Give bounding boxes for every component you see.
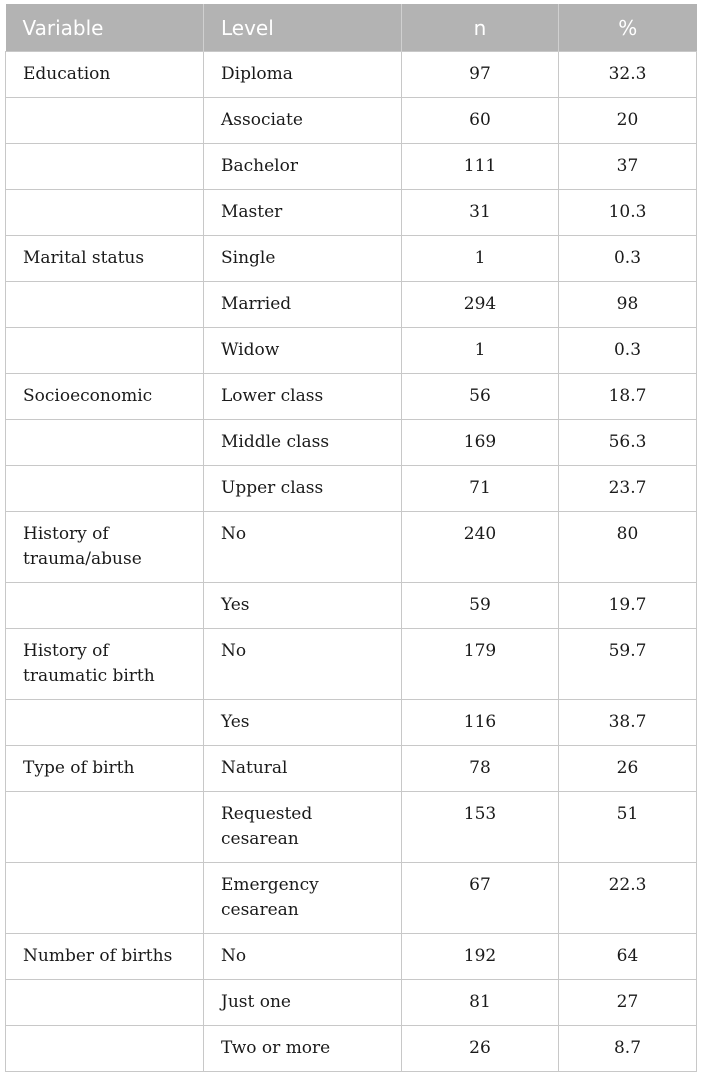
cell-level: Requested cesarean <box>204 792 402 863</box>
table-row <box>6 629 697 700</box>
cell-n: 26 <box>402 1026 559 1072</box>
table-body <box>6 52 697 1072</box>
cell-level: Diploma <box>204 52 402 98</box>
cell-level: No <box>204 512 402 583</box>
table-row <box>6 746 697 792</box>
cell-percent: 22.3 <box>559 863 697 934</box>
table-row <box>6 236 697 282</box>
cell-percent: 32.3 <box>559 52 697 98</box>
cell-level: Master <box>204 190 402 236</box>
header-row <box>6 4 697 52</box>
cell-variable <box>6 980 204 1026</box>
cell-level: Associate <box>204 98 402 144</box>
header-level: Level <box>204 4 402 52</box>
header-n: n <box>402 4 559 52</box>
cell-variable <box>6 328 204 374</box>
cell-percent: 0.3 <box>559 236 697 282</box>
cell-variable: Education <box>6 52 204 98</box>
cell-level: Married <box>204 282 402 328</box>
table-row <box>6 980 697 1026</box>
cell-level: Yes <box>204 700 402 746</box>
table-row <box>6 98 697 144</box>
table-row <box>6 1026 697 1072</box>
cell-n: 192 <box>402 934 559 980</box>
table-row <box>6 374 697 420</box>
cell-n: 67 <box>402 863 559 934</box>
cell-percent: 27 <box>559 980 697 1026</box>
cell-percent: 8.7 <box>559 1026 697 1072</box>
cell-percent: 20 <box>559 98 697 144</box>
cell-variable: History of trauma/abuse <box>6 512 204 583</box>
cell-level: Middle class <box>204 420 402 466</box>
cell-level: Upper class <box>204 466 402 512</box>
cell-level: Natural <box>204 746 402 792</box>
table-row <box>6 700 697 746</box>
cell-percent: 59.7 <box>559 629 697 700</box>
cell-percent: 51 <box>559 792 697 863</box>
cell-n: 116 <box>402 700 559 746</box>
cell-variable <box>6 144 204 190</box>
cell-variable <box>6 863 204 934</box>
table-row <box>6 420 697 466</box>
cell-variable <box>6 282 204 328</box>
cell-level: Widow <box>204 328 402 374</box>
cell-n: 60 <box>402 98 559 144</box>
cell-n: 59 <box>402 583 559 629</box>
cell-level: Just one <box>204 980 402 1026</box>
cell-n: 71 <box>402 466 559 512</box>
cell-level: Two or more <box>204 1026 402 1072</box>
cell-n: 240 <box>402 512 559 583</box>
cell-variable <box>6 190 204 236</box>
cell-variable: Type of birth <box>6 746 204 792</box>
cell-n: 56 <box>402 374 559 420</box>
cell-percent: 56.3 <box>559 420 697 466</box>
table-row <box>6 144 697 190</box>
cell-percent: 80 <box>559 512 697 583</box>
cell-level: No <box>204 934 402 980</box>
cell-percent: 26 <box>559 746 697 792</box>
cell-variable <box>6 466 204 512</box>
cell-level: Lower class <box>204 374 402 420</box>
cell-percent: 38.7 <box>559 700 697 746</box>
cell-variable <box>6 98 204 144</box>
cell-variable: Marital status <box>6 236 204 282</box>
cell-level: Single <box>204 236 402 282</box>
cell-n: 81 <box>402 980 559 1026</box>
header-variable: Variable <box>6 4 204 52</box>
table-row <box>6 934 697 980</box>
cell-n: 31 <box>402 190 559 236</box>
cell-n: 111 <box>402 144 559 190</box>
table-row <box>6 792 697 863</box>
cell-variable: Number of births <box>6 934 204 980</box>
cell-n: 169 <box>402 420 559 466</box>
table-row <box>6 863 697 934</box>
cell-variable <box>6 1026 204 1072</box>
cell-percent: 37 <box>559 144 697 190</box>
cell-variable <box>6 792 204 863</box>
cell-variable <box>6 420 204 466</box>
header-percent: % <box>559 4 697 52</box>
cell-percent: 98 <box>559 282 697 328</box>
cell-variable <box>6 583 204 629</box>
table-row <box>6 190 697 236</box>
table-row <box>6 583 697 629</box>
cell-percent: 23.7 <box>559 466 697 512</box>
cell-percent: 19.7 <box>559 583 697 629</box>
table-row <box>6 328 697 374</box>
cell-percent: 18.7 <box>559 374 697 420</box>
cell-n: 294 <box>402 282 559 328</box>
cell-percent: 64 <box>559 934 697 980</box>
cell-percent: 0.3 <box>559 328 697 374</box>
cell-level: Yes <box>204 583 402 629</box>
cell-level: Emergency cesarean <box>204 863 402 934</box>
cell-n: 1 <box>402 328 559 374</box>
cell-n: 179 <box>402 629 559 700</box>
cell-n: 78 <box>402 746 559 792</box>
table-row <box>6 512 697 583</box>
table-row <box>6 52 697 98</box>
cell-n: 153 <box>402 792 559 863</box>
cell-variable: History of traumatic birth <box>6 629 204 700</box>
cell-percent: 10.3 <box>559 190 697 236</box>
table-row <box>6 466 697 512</box>
cell-level: No <box>204 629 402 700</box>
cell-n: 1 <box>402 236 559 282</box>
cell-n: 97 <box>402 52 559 98</box>
data-table <box>5 4 697 1072</box>
table-row <box>6 282 697 328</box>
cell-variable <box>6 700 204 746</box>
cell-level: Bachelor <box>204 144 402 190</box>
cell-variable: Socioeconomic <box>6 374 204 420</box>
